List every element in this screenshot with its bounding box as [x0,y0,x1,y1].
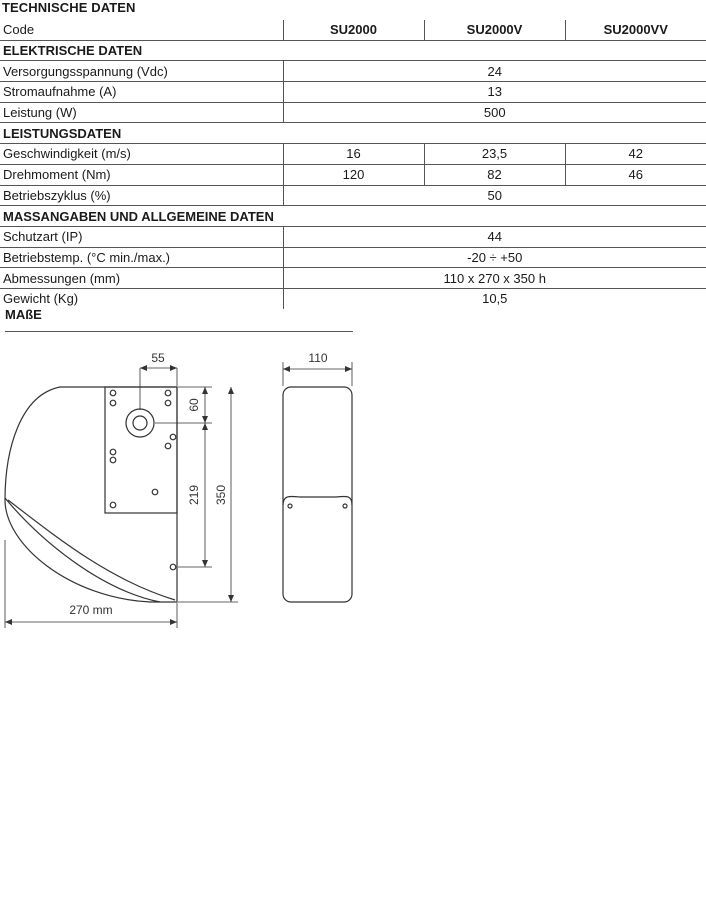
page-title: TECHNISCHE DATEN [2,0,136,15]
dimensions-rule [5,331,353,332]
row-value: 500 [283,102,706,123]
table-row [0,247,706,268]
row-label: Schutzart (IP) [0,226,283,247]
front-view [283,387,352,602]
shaft-inner [133,416,147,430]
dimensions-title: MAßE [5,307,42,322]
row-value: 24 [283,61,706,82]
screw-hole [165,400,171,406]
front-view-dimensions [283,362,352,386]
dimension-label-350: 350 [214,484,228,506]
screw-hole [170,434,176,440]
dimension-label-110: 110 [308,351,328,365]
row-value: 44 [283,226,706,247]
row-value: 110 x 270 x 350 h [283,268,706,289]
row-value: 13 [283,82,706,103]
table-row [0,102,706,123]
model-su2000: SU2000 [283,20,424,40]
dimension-label-55: 55 [151,351,165,365]
screw-hole [152,489,158,495]
dimension-label-219: 219 [187,484,201,506]
row-value: 46 [565,164,706,185]
table-header-row [0,20,706,40]
row-value: 50 [283,185,706,206]
dimension-drawing [0,340,400,640]
model-su2000vv: SU2000VV [565,20,706,40]
row-value: 42 [565,144,706,165]
table-row [0,82,706,103]
table-row [0,226,706,247]
dimension-label-60: 60 [187,398,201,412]
screw-hole [110,502,116,508]
row-label: Betriebstemp. (°C min./max.) [0,247,283,268]
motor-plate [105,387,177,513]
row-label: Versorgungsspannung (Vdc) [0,61,283,82]
row-value: 82 [424,164,565,185]
section-heading: LEISTUNGSDATEN [0,123,706,144]
row-label: Leistung (W) [0,102,283,123]
row-value: 10,5 [283,288,706,308]
table-row [0,144,706,165]
section-general [0,206,706,227]
row-value: -20 ÷ +50 [283,247,706,268]
section-heading: ELEKTRISCHE DATEN [0,40,706,61]
screw-hole [110,400,116,406]
table-row [0,185,706,206]
row-value: 16 [283,144,424,165]
dimension-label-270: 270 mm [69,603,113,617]
section-electrical [0,40,706,61]
row-label: Betriebszyklus (%) [0,185,283,206]
row-label: Abmessungen (mm) [0,268,283,289]
row-label: Stromaufnahme (A) [0,82,283,103]
code-label: Code [0,20,283,40]
table-row [0,288,706,308]
table-row [0,268,706,289]
screw-hole [288,504,292,508]
spec-table [0,20,706,309]
row-label: Gewicht (Kg) [3,291,79,307]
screw-hole [110,449,116,455]
screw-hole [343,504,347,508]
row-value: 120 [283,164,424,185]
screw-hole [165,443,171,449]
section-performance [0,123,706,144]
screw-hole [110,390,116,396]
screw-hole [165,390,171,396]
model-su2000v: SU2000V [424,20,565,40]
screw-hole [110,457,116,463]
table-row [0,61,706,82]
row-value: 23,5 [424,144,565,165]
side-view [5,387,177,602]
shaft-outer [126,409,154,437]
section-heading: MASSANGABEN UND ALLGEMEINE DATEN [0,206,706,227]
row-label: Geschwindigkeit (m/s) [0,144,283,165]
table-row [0,164,706,185]
screw-hole [170,564,176,570]
row-label: Drehmoment (Nm) [0,164,283,185]
